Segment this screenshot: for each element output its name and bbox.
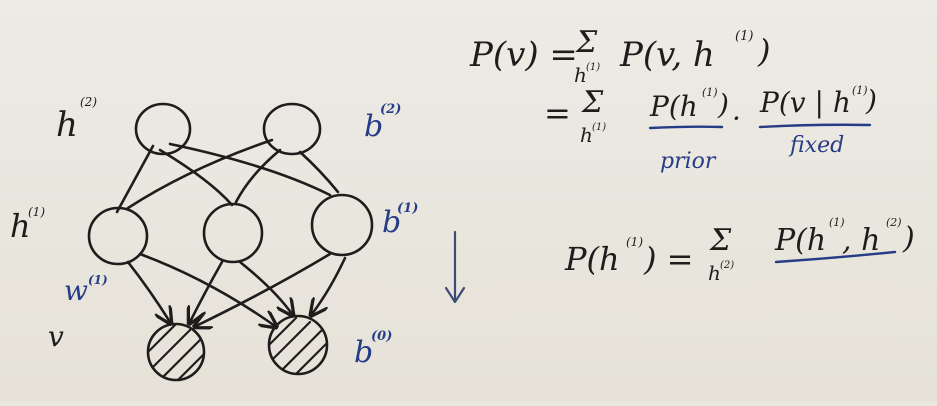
edge-h2b-h1c: [300, 152, 338, 192]
eq3-lhs-sup: (1): [626, 235, 643, 249]
node-h2-1: [136, 104, 190, 154]
edge-h2b-h1b: [236, 150, 280, 202]
label-h2-sup: (2): [80, 95, 97, 109]
eq3-rhs-close: ): [903, 221, 915, 256]
edge-h1c-v2: [312, 258, 345, 314]
label-b0: b: [354, 335, 374, 370]
label-b1: b: [382, 205, 402, 240]
eq3-sum-sub-sup: (2): [720, 260, 735, 271]
label-w1-sup: (1): [88, 273, 108, 287]
eq2-term2-sup: (1): [852, 84, 868, 97]
node-h2-2: [264, 104, 320, 154]
network-diagram: [10, 95, 418, 388]
label-h2: h: [56, 105, 78, 145]
eq3-lhs-close: ) =: [644, 240, 694, 278]
eq2-dot: ·: [732, 102, 741, 135]
eq3-rhs-mid: , h: [842, 223, 881, 258]
edges-h1-v: [128, 254, 345, 326]
node-v-1: [140, 324, 210, 388]
eq2-term2: P(v | h: [760, 86, 851, 119]
equation-2: [544, 84, 877, 174]
down-arrow-icon: [446, 232, 464, 302]
edge-h1a-v1: [128, 262, 170, 322]
label-v: v: [48, 320, 64, 353]
label-b0-sup: (0): [371, 329, 393, 344]
eq2-sum-sub: h: [580, 123, 593, 147]
eq2-fixed-underline: [760, 125, 870, 127]
eq2-term1-close: ): [718, 88, 729, 121]
node-h1-1: [89, 208, 147, 264]
label-b2: b: [364, 109, 384, 144]
edge-h1b-v1: [190, 262, 222, 322]
eq3-lhs: P(h: [565, 240, 620, 278]
eq1-sum: Σ: [576, 25, 598, 60]
equation-3: [564, 216, 915, 285]
eq3-sum-sub: h: [708, 261, 721, 285]
label-b2-sup: (2): [380, 102, 402, 117]
label-h1-sup: (1): [28, 205, 45, 219]
eq2-note-prior: prior: [660, 149, 716, 174]
node-h1-2: [204, 204, 262, 262]
eq2-note-fixed: fixed: [790, 133, 845, 158]
eq1-lhs: P(v) =: [470, 35, 578, 75]
eq2-term2-close: ): [866, 84, 877, 117]
label-w1: w: [64, 274, 88, 307]
eq2-sum: Σ: [582, 85, 604, 120]
node-h1-3: [312, 195, 372, 255]
eq2-term1: P(h: [650, 90, 698, 123]
edge-h1b-v2: [240, 262, 292, 314]
eq1-sum-sub: h: [574, 63, 587, 87]
eq1-rhs: P(v, h: [620, 35, 715, 75]
equation-1: [469, 25, 770, 87]
eq1-rhs-sup: (1): [735, 29, 754, 44]
label-b1-sup: (1): [397, 201, 419, 216]
eq1-sum-sub-sup: (1): [586, 62, 601, 73]
eq3-rhs-sup2: (2): [886, 216, 902, 229]
label-h1: h: [10, 207, 31, 245]
eq3-sum: Σ: [710, 223, 732, 258]
eq2-sum-sub-sup: (1): [592, 122, 607, 133]
eq3-rhs: P(h: [775, 223, 827, 258]
eq2-prior-underline: [650, 127, 722, 128]
eq2-lhs: =: [544, 94, 571, 132]
eq3-rhs-sup: (1): [829, 216, 845, 229]
eq1-rhs-close: ): [758, 32, 771, 70]
eq2-term1-sup: (1): [702, 86, 718, 99]
